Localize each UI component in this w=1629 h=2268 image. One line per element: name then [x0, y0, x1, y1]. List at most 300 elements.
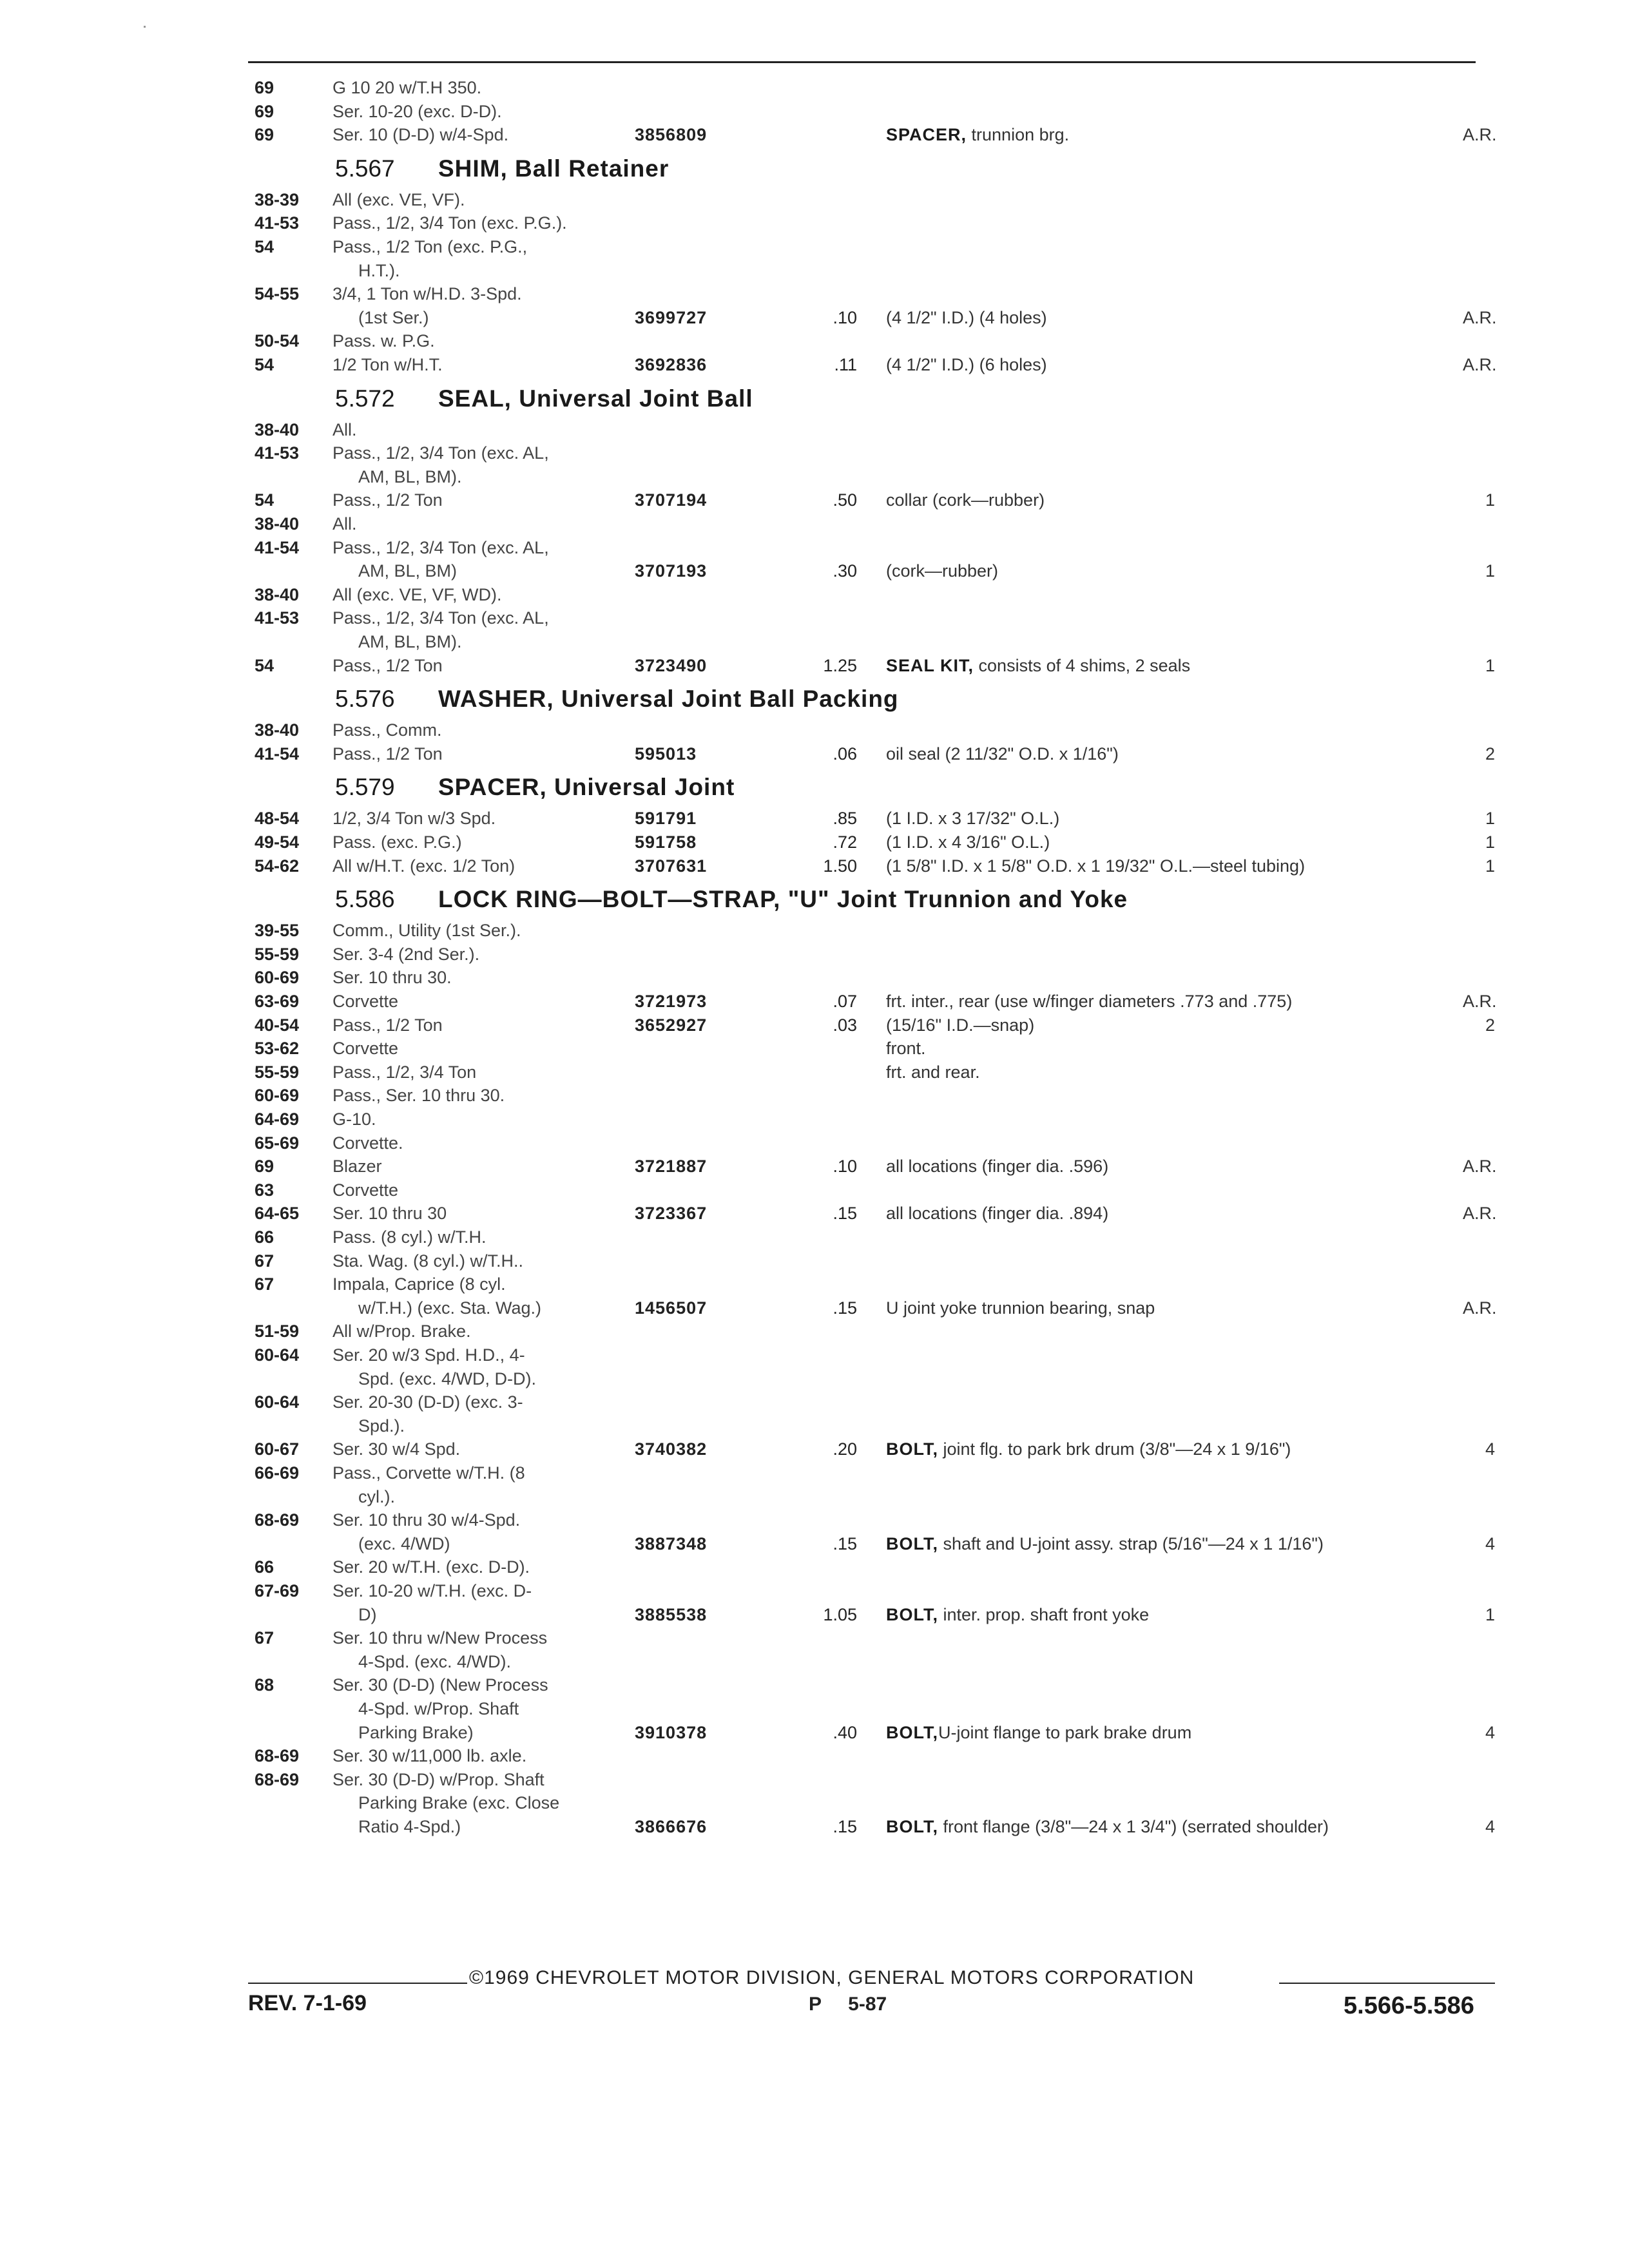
part-description — [886, 831, 1050, 854]
model-years: 38-40 — [255, 419, 300, 439]
table-row — [0, 630, 1629, 653]
part-number: 3723367 — [635, 1204, 708, 1224]
section-number: 5.572 — [335, 385, 395, 412]
quantity: 1 — [1485, 832, 1495, 852]
table-row — [0, 1673, 1629, 1696]
model-description: Pass., 1/2 Ton — [333, 490, 443, 510]
model-description: Impala, Caprice (8 cyl. — [333, 1274, 506, 1294]
table-row — [0, 854, 1629, 878]
model-years: 54 — [255, 655, 275, 675]
part-detail: (1 5/8" I.D. x 1 5/8" O.D. x 1 19/32" O.L.—steel tubing) — [886, 856, 1306, 876]
model-description: Ser. 20 w/3 Spd. H.D., 4- — [333, 1345, 525, 1365]
model-description: Ser. 10-20 w/T.H. (exc. D- — [333, 1581, 532, 1600]
part-detail: U joint yoke trunnion bearing, snap — [886, 1298, 1155, 1318]
model-description: AM, BL, BM). — [358, 466, 462, 486]
table-row — [0, 1249, 1629, 1273]
table-row — [0, 211, 1629, 235]
price: 1.25 — [823, 655, 857, 675]
model-description: Pass., Ser. 10 thru 30. — [333, 1086, 505, 1106]
model-years: 41-54 — [255, 537, 300, 557]
model-description: Ratio 4-Spd.) — [358, 1817, 461, 1836]
model-years: 49-54 — [255, 832, 300, 852]
model-description: Pass. w. P.G. — [333, 331, 435, 351]
part-description — [886, 353, 1047, 376]
part-description — [886, 854, 1305, 878]
table-row — [0, 1744, 1629, 1767]
part-detail: (4 1/2" I.D.) (4 holes) — [886, 307, 1047, 327]
part-detail: consists of 4 shims, 2 seals — [974, 655, 1191, 675]
table-row — [0, 1650, 1629, 1673]
model-description: 3/4, 1 Ton w/H.D. 3-Spd. — [333, 284, 522, 304]
part-description — [886, 1437, 1291, 1461]
part-name: BOLT, — [886, 1533, 938, 1553]
quantity: 4 — [1485, 1439, 1495, 1459]
price: 1.50 — [823, 856, 857, 876]
section-number: 5.576 — [335, 686, 395, 713]
model-years: 68 — [255, 1675, 275, 1695]
model-years: 60-67 — [255, 1439, 300, 1459]
model-description: Sta. Wag. (8 cyl.) w/T.H.. — [333, 1251, 524, 1271]
top-rule — [248, 61, 1476, 63]
model-description: All. — [333, 419, 357, 439]
model-years: 63-69 — [255, 992, 300, 1011]
part-description — [886, 1603, 1149, 1626]
part-detail: front flange (3/8"—24 x 1 3/4") (serrated shoulder) — [938, 1817, 1329, 1836]
table-row — [0, 1414, 1629, 1437]
table-row — [0, 1202, 1629, 1225]
quantity: 4 — [1485, 1533, 1495, 1553]
model-years: 38-40 — [255, 514, 300, 533]
part-description — [886, 488, 1045, 512]
model-description: Pass., 1/2, 3/4 Ton (exc. AL, — [333, 608, 549, 628]
part-number: 3740382 — [635, 1439, 708, 1459]
part-number: 3885538 — [635, 1604, 708, 1624]
model-years: 41-53 — [255, 213, 300, 233]
part-number: 3699727 — [635, 307, 708, 327]
scan-speck — [144, 26, 146, 28]
part-description — [886, 1202, 1108, 1225]
table-row — [0, 1532, 1629, 1555]
table-row — [0, 329, 1629, 352]
part-number: 3723490 — [635, 655, 708, 675]
table-row — [0, 188, 1629, 211]
part-name: BOLT, — [886, 1722, 938, 1742]
model-description: 1/2 Ton w/H.T. — [333, 355, 443, 374]
section-title: SPACER, Universal Joint — [438, 774, 735, 801]
part-name: SEAL KIT, — [886, 655, 974, 675]
quantity: A.R. — [1463, 307, 1497, 327]
model-years: 60-69 — [255, 968, 300, 988]
model-description: (1st Ser.) — [358, 307, 429, 327]
quantity: 1 — [1485, 655, 1495, 675]
section-title: SHIM, Ball Retainer — [438, 155, 670, 182]
model-years: 39-55 — [255, 921, 300, 941]
quantity: 1 — [1485, 490, 1495, 510]
model-description: Spd. (exc. 4/WD, D-D). — [358, 1369, 537, 1389]
model-years: 66 — [255, 1227, 275, 1247]
model-description: Corvette — [333, 1180, 399, 1200]
model-years: 55-59 — [255, 944, 300, 964]
part-name: BOLT, — [886, 1604, 938, 1624]
price: .20 — [833, 1439, 857, 1459]
part-description — [886, 1037, 926, 1060]
model-description: Ser. 10 thru 30 w/4-Spd. — [333, 1510, 521, 1530]
price: .07 — [833, 992, 857, 1011]
table-row — [0, 465, 1629, 488]
model-description: Ser. 30 w/11,000 lb. axle. — [333, 1746, 527, 1766]
model-years: 54 — [255, 355, 275, 374]
model-description: Pass. (8 cyl.) w/T.H. — [333, 1227, 487, 1247]
model-description: Ser. 3-4 (2nd Ser.). — [333, 944, 480, 964]
table-row — [0, 1367, 1629, 1390]
part-description — [886, 654, 1190, 677]
table-row — [0, 1084, 1629, 1107]
model-years: 48-54 — [255, 809, 300, 829]
model-description: Pass., 1/2 Ton — [333, 744, 443, 764]
price: .30 — [833, 561, 857, 581]
table-row — [0, 1320, 1629, 1343]
model-years: 60-69 — [255, 1086, 300, 1106]
table-row — [0, 1061, 1629, 1084]
model-years: 67 — [255, 1251, 275, 1271]
model-description: Pass., 1/2 Ton — [333, 1015, 443, 1035]
model-description: Corvette — [333, 1039, 399, 1059]
table-row — [0, 1721, 1629, 1744]
part-detail: frt. inter., rear (use w/finger diameters .773 and .775) — [886, 992, 1293, 1011]
part-number: 3652927 — [635, 1015, 708, 1035]
part-number: 3692836 — [635, 355, 708, 374]
quantity: 2 — [1485, 1015, 1495, 1035]
table-row — [0, 1508, 1629, 1532]
model-description: AM, BL, BM) — [358, 561, 458, 581]
model-description: Ser. 10 thru 30 — [333, 1204, 447, 1224]
footer-revision: REV. 7-1-69 — [248, 1991, 367, 2015]
model-description: Ser. 10 thru w/New Process — [333, 1628, 548, 1648]
part-description — [886, 742, 1119, 765]
part-description — [886, 1721, 1191, 1744]
price: .15 — [833, 1204, 857, 1224]
part-number: 3707193 — [635, 561, 708, 581]
part-number: 3887348 — [635, 1533, 708, 1553]
model-description: Pass., Corvette w/T.H. (8 — [333, 1463, 525, 1483]
part-name: BOLT, — [886, 1817, 938, 1836]
section-title: LOCK RING—BOLT—STRAP, "U" Joint Trunnion and Yoke — [438, 886, 1128, 913]
table-row — [0, 1343, 1629, 1367]
section-header — [0, 773, 1629, 802]
quantity: A.R. — [1463, 1157, 1497, 1177]
model-description: Pass., Comm. — [333, 720, 442, 740]
table-row — [0, 1437, 1629, 1461]
model-description: All (exc. VE, VF, WD). — [333, 584, 502, 604]
model-description: Corvette. — [333, 1133, 403, 1153]
price: .15 — [833, 1533, 857, 1553]
model-description: Ser. 20 w/T.H. (exc. D-D). — [333, 1557, 530, 1577]
model-years: 53-62 — [255, 1039, 300, 1059]
table-row — [0, 1626, 1629, 1649]
part-detail: (15/16" I.D.—snap) — [886, 1015, 1035, 1035]
table-row — [0, 259, 1629, 282]
part-description — [886, 1815, 1329, 1838]
model-years: 65-69 — [255, 1133, 300, 1153]
table-row — [0, 1461, 1629, 1485]
part-name: BOLT, — [886, 1439, 938, 1459]
quantity: A.R. — [1463, 355, 1497, 374]
model-description: Parking Brake (exc. Close — [358, 1793, 560, 1813]
footer-section-range: 5.566-5.586 — [1344, 1992, 1474, 2019]
model-description: Pass., 1/2, 3/4 Ton (exc. AL, — [333, 537, 549, 557]
table-row — [0, 306, 1629, 329]
section-title: WASHER, Universal Joint Ball Packing — [438, 686, 899, 713]
model-years: 38-40 — [255, 720, 300, 740]
quantity: 1 — [1485, 1604, 1495, 1624]
section-header — [0, 155, 1629, 183]
part-description — [886, 1061, 980, 1084]
table-row — [0, 488, 1629, 512]
model-years: 68-69 — [255, 1746, 300, 1766]
table-row — [0, 606, 1629, 629]
table-row — [0, 559, 1629, 582]
model-years: 41-53 — [255, 443, 300, 463]
part-description — [886, 1014, 1034, 1037]
table-row — [0, 718, 1629, 742]
part-description — [886, 123, 1069, 146]
model-years: 54-62 — [255, 856, 300, 876]
footer-copyright: ©1969 CHEVROLET MOTOR DIVISION, GENERAL MOTORS CORPORATION — [469, 1967, 1195, 1988]
part-number: 1456507 — [635, 1298, 708, 1318]
part-number: 3910378 — [635, 1722, 708, 1742]
table-row — [0, 418, 1629, 441]
part-description — [886, 990, 1292, 1013]
model-description: D) — [358, 1604, 377, 1624]
model-description: H.T.). — [358, 260, 400, 280]
part-detail: inter. prop. shaft front yoke — [938, 1604, 1150, 1624]
model-years: 66-69 — [255, 1463, 300, 1483]
quantity: A.R. — [1463, 125, 1497, 145]
table-row — [0, 1603, 1629, 1626]
model-years: 38-40 — [255, 584, 300, 604]
table-row — [0, 100, 1629, 123]
model-years: 67-69 — [255, 1581, 300, 1600]
section-title: SEAL, Universal Joint Ball — [438, 385, 753, 412]
model-description: Blazer — [333, 1157, 382, 1177]
section-number: 5.567 — [335, 155, 395, 182]
part-detail: oil seal (2 11/32" O.D. x 1/16") — [886, 744, 1119, 764]
table-row — [0, 441, 1629, 465]
model-years: 68-69 — [255, 1769, 300, 1789]
table-row — [0, 76, 1629, 99]
model-description: Ser. 30 (D-D) (New Process — [333, 1675, 548, 1695]
table-row — [0, 1225, 1629, 1249]
table-row — [0, 1178, 1629, 1202]
model-years: 69 — [255, 125, 275, 145]
table-row — [0, 1014, 1629, 1037]
part-description — [886, 559, 998, 582]
part-detail: (cork—rubber) — [886, 561, 999, 581]
price: .06 — [833, 744, 857, 764]
model-description: Comm., Utility (1st Ser.). — [333, 921, 521, 941]
part-detail: (1 I.D. x 3 17/32" O.L.) — [886, 809, 1060, 829]
table-row — [0, 1155, 1629, 1178]
price: .10 — [833, 1157, 857, 1177]
part-detail: joint flg. to park brk drum (3/8"—24 x 1 9/16") — [938, 1439, 1291, 1459]
part-detail: all locations (finger dia. .894) — [886, 1204, 1109, 1224]
model-description: cyl.). — [358, 1486, 395, 1506]
model-description: All (exc. VE, VF). — [333, 189, 465, 209]
model-years: 54 — [255, 237, 275, 256]
section-header — [0, 885, 1629, 914]
table-row — [0, 1108, 1629, 1131]
model-description: Pass., 1/2, 3/4 Ton (exc. AL, — [333, 443, 549, 463]
table-row — [0, 1131, 1629, 1155]
part-number: 3707631 — [635, 856, 708, 876]
part-description — [886, 807, 1059, 830]
part-description — [886, 306, 1047, 329]
part-detail: (4 1/2" I.D.) (6 holes) — [886, 355, 1047, 374]
part-description — [886, 1155, 1108, 1178]
model-years: 51-59 — [255, 1321, 300, 1341]
price: .72 — [833, 832, 857, 852]
price: .40 — [833, 1722, 857, 1742]
model-description: G 10 20 w/T.H 350. — [333, 78, 482, 97]
quantity: 2 — [1485, 744, 1495, 764]
table-row — [0, 1697, 1629, 1720]
section-number: 5.586 — [335, 886, 395, 913]
part-description — [886, 1532, 1324, 1555]
model-description: Ser. 30 w/4 Spd. — [333, 1439, 461, 1459]
model-description: G-10. — [333, 1110, 376, 1129]
table-row — [0, 742, 1629, 765]
part-detail: collar (cork—rubber) — [886, 490, 1045, 510]
model-description: w/T.H.) (exc. Sta. Wag.) — [358, 1298, 542, 1318]
table-row — [0, 1037, 1629, 1060]
table-row — [0, 1273, 1629, 1296]
model-description: Ser. 10 thru 30. — [333, 968, 452, 988]
model-years: 55-59 — [255, 1062, 300, 1082]
table-row — [0, 1579, 1629, 1602]
model-description: 1/2, 3/4 Ton w/3 Spd. — [333, 809, 496, 829]
part-detail: trunnion brg. — [967, 125, 1070, 145]
model-years: 38-39 — [255, 189, 300, 209]
model-description: Spd.). — [358, 1416, 405, 1436]
model-description: 4-Spd. w/Prop. Shaft — [358, 1699, 519, 1718]
model-description: (exc. 4/WD) — [358, 1533, 450, 1553]
table-row — [0, 1791, 1629, 1814]
model-years: 54 — [255, 490, 275, 510]
table-row — [0, 583, 1629, 606]
footer-rule-left — [248, 1983, 467, 1984]
part-number: 3856809 — [635, 125, 708, 145]
model-years: 64-69 — [255, 1110, 300, 1129]
quantity: A.R. — [1463, 992, 1497, 1011]
model-years: 69 — [255, 1157, 275, 1177]
model-description: Pass., 1/2, 3/4 Ton (exc. P.G.). — [333, 213, 567, 233]
table-row — [0, 654, 1629, 677]
section-header — [0, 385, 1629, 413]
model-years: 69 — [255, 101, 275, 121]
model-years: 41-53 — [255, 608, 300, 628]
table-row — [0, 1390, 1629, 1414]
model-description: All w/H.T. (exc. 1/2 Ton) — [333, 856, 516, 876]
part-number: 3721973 — [635, 992, 708, 1011]
part-number: 595013 — [635, 744, 697, 764]
part-detail: shaft and U-joint assy. strap (5/16"—24 x 1 1/16") — [938, 1533, 1324, 1553]
table-row — [0, 353, 1629, 376]
quantity: 4 — [1485, 1817, 1495, 1836]
model-years: 63 — [255, 1180, 275, 1200]
model-description: Pass. (exc. P.G.) — [333, 832, 462, 852]
table-row — [0, 123, 1629, 146]
part-number: 3707194 — [635, 490, 708, 510]
part-description — [886, 1296, 1155, 1320]
table-row — [0, 1815, 1629, 1838]
price: 1.05 — [823, 1604, 857, 1624]
model-years: 41-54 — [255, 744, 300, 764]
table-row — [0, 1555, 1629, 1579]
model-years: 60-64 — [255, 1392, 300, 1412]
part-detail: frt. and rear. — [886, 1062, 980, 1082]
model-years: 67 — [255, 1274, 275, 1294]
quantity: 1 — [1485, 809, 1495, 829]
model-description: Pass., 1/2 Ton (exc. P.G., — [333, 237, 528, 256]
section-number: 5.579 — [335, 774, 395, 801]
quantity: A.R. — [1463, 1298, 1497, 1318]
model-years: 68-69 — [255, 1510, 300, 1530]
section-header — [0, 685, 1629, 713]
price: .03 — [833, 1015, 857, 1035]
table-row — [0, 807, 1629, 830]
table-row — [0, 1296, 1629, 1320]
table-row — [0, 831, 1629, 854]
model-description: Parking Brake) — [358, 1722, 474, 1742]
price: .11 — [834, 355, 857, 374]
quantity: 1 — [1485, 856, 1495, 876]
model-years: 64-65 — [255, 1204, 300, 1224]
model-years: 54-55 — [255, 284, 300, 304]
part-number: 591791 — [635, 809, 697, 829]
table-row — [0, 919, 1629, 942]
model-years: 67 — [255, 1628, 275, 1648]
footer-page-number: P 5-87 — [809, 1994, 887, 2015]
part-detail: U-joint flange to park brake drum — [938, 1722, 1192, 1742]
model-description: All w/Prop. Brake. — [333, 1321, 471, 1341]
price: .50 — [833, 490, 857, 510]
model-years: 50-54 — [255, 331, 300, 351]
price: .10 — [833, 307, 857, 327]
price: .85 — [833, 809, 857, 829]
table-row — [0, 282, 1629, 305]
part-detail: front. — [886, 1039, 926, 1059]
model-description: All. — [333, 514, 357, 533]
table-row — [0, 536, 1629, 559]
table-row — [0, 943, 1629, 966]
model-years: 60-64 — [255, 1345, 300, 1365]
model-description: Ser. 10-20 (exc. D-D). — [333, 101, 502, 121]
model-years: 69 — [255, 78, 275, 97]
part-detail: (1 I.D. x 4 3/16" O.L.) — [886, 832, 1050, 852]
table-row — [0, 990, 1629, 1013]
part-detail: all locations (finger dia. .596) — [886, 1157, 1109, 1177]
model-description: Pass., 1/2, 3/4 Ton — [333, 1062, 477, 1082]
model-description: 4-Spd. (exc. 4/WD). — [358, 1651, 512, 1671]
model-years: 40-54 — [255, 1015, 300, 1035]
quantity: 4 — [1485, 1722, 1495, 1742]
quantity: 1 — [1485, 561, 1495, 581]
part-name: SPACER, — [886, 125, 967, 145]
model-description: Ser. 30 (D-D) w/Prop. Shaft — [333, 1769, 545, 1789]
part-number: 3721887 — [635, 1157, 708, 1177]
table-row — [0, 512, 1629, 535]
footer-rule-right — [1279, 1983, 1495, 1984]
